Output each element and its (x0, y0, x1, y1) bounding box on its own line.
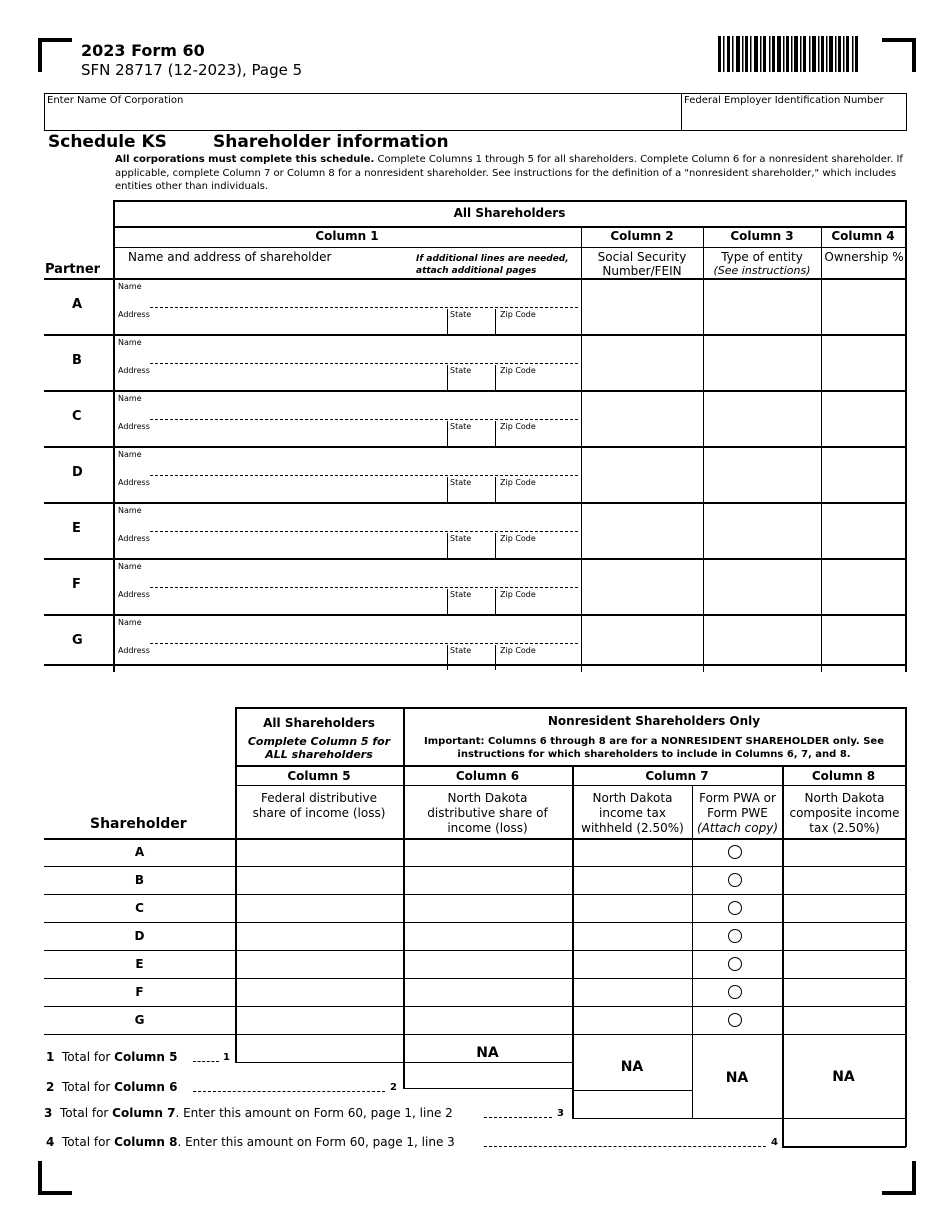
state-field-label: State (450, 534, 472, 543)
shareholder-label: Shareholder (90, 816, 187, 832)
zip-field-label: Zip Code (500, 366, 536, 375)
bottom-row-rule (44, 866, 906, 867)
corner-mark-top-left (38, 38, 72, 72)
nonresident-important-note: Important: Columns 6 through 8 are for a NONRESIDENT SHAREHOLDER only. See instructions for which shareholders to include in Columns 6, 7, and 8. (424, 736, 884, 760)
shareholder-a-ssn-input[interactable] (583, 280, 701, 332)
corner-mark-bottom-left (38, 1161, 72, 1195)
shareholder-c-zip-input[interactable] (497, 430, 579, 445)
address-field-label: Address (118, 310, 150, 319)
form-subtitle: SFN 28717 (12-2023), Page 5 (81, 61, 303, 79)
column-5-label: Federal distributive share of income (loss) (252, 791, 386, 820)
corporation-name-label: Enter Name Of Corporation (47, 95, 184, 106)
partner-row-letter: E (72, 521, 81, 536)
top-col-divider-3 (703, 226, 704, 672)
column-1-label: Name and address of shareholder (128, 250, 332, 264)
column-2-label: Social Security Number/FEIN (597, 250, 687, 278)
top-table-border-top (113, 200, 906, 202)
total-1-rule (235, 1062, 403, 1063)
address-field-label: Address (118, 646, 150, 655)
column-1-note: If additional lines are needed, attach additional pages (416, 254, 569, 276)
shareholder-c-address-input[interactable] (160, 422, 445, 444)
name-field-label: Name (118, 338, 142, 347)
shareholder-e-col5-input[interactable] (237, 952, 401, 976)
shareholder-b-col8-input[interactable] (784, 868, 904, 892)
column-4-label: Ownership % (824, 250, 904, 264)
state-field-label: State (450, 646, 472, 655)
partner-row-letter: A (72, 297, 83, 312)
column-6-label: North Dakota distributive share of income (loss) (427, 791, 548, 835)
shareholder-a-address-input[interactable] (160, 310, 445, 332)
bottom-table-border-top (235, 707, 906, 709)
shareholder-a-name-input[interactable] (150, 290, 578, 308)
shareholder-c-col6-input[interactable] (405, 896, 570, 920)
shareholder-d-address-input[interactable] (160, 478, 445, 500)
shareholder-c-name-input[interactable] (150, 402, 578, 420)
leader-dots-4 (484, 1146, 766, 1147)
zip-divider (495, 645, 496, 670)
shareholder-b-zip-input[interactable] (497, 374, 579, 389)
shareholder-e-pwa-radio[interactable] (728, 957, 742, 971)
shareholder-a-pwa-radio[interactable] (728, 845, 742, 859)
shareholder-c-ownership-input[interactable] (823, 392, 903, 444)
total-column-8-input[interactable] (784, 1120, 904, 1144)
shareholder-g-col8-input[interactable] (784, 1008, 904, 1032)
corp-box-divider (681, 93, 682, 131)
state-divider (447, 309, 448, 334)
total-6-na-rule (403, 1062, 572, 1063)
shareholder-c-col5-input[interactable] (237, 896, 401, 920)
shareholder-e-entity-input[interactable] (705, 504, 819, 556)
total-line-2: 2 Total for Column 6 (46, 1080, 178, 1094)
total-2-rule (403, 1088, 572, 1089)
shareholder-e-ownership-input[interactable] (823, 504, 903, 556)
shareholder-b-col6-input[interactable] (405, 868, 570, 892)
partner-row-letter: F (72, 577, 81, 592)
shareholder-d-col5-input[interactable] (237, 924, 401, 948)
shareholder-a-col6-input[interactable] (405, 840, 570, 864)
bottom-row-rule (44, 978, 906, 979)
shareholder-g-ownership-input[interactable] (823, 616, 903, 668)
shareholder-c-col8-input[interactable] (784, 896, 904, 920)
top-table-border-bottom (44, 664, 906, 666)
shareholder-a-col5-input[interactable] (237, 840, 401, 864)
zip-divider (495, 421, 496, 446)
zip-field-label: Zip Code (500, 646, 536, 655)
shareholder-a-entity-input[interactable] (705, 280, 819, 332)
partner-label: Partner (45, 262, 101, 277)
state-divider (447, 421, 448, 446)
state-divider (447, 533, 448, 558)
shareholder-row-letter: D (134, 929, 145, 943)
shareholder-d-ssn-input[interactable] (583, 448, 701, 500)
shareholder-f-col5-input[interactable] (237, 980, 401, 1004)
shareholder-d-col8-input[interactable] (784, 924, 904, 948)
shareholder-c-col7-input[interactable] (574, 896, 690, 920)
shareholder-c-ssn-input[interactable] (583, 392, 701, 444)
shareholder-e-state-input[interactable] (449, 542, 494, 557)
total-line-4: 4 Total for Column 8. Enter this amount on Form 60, page 1, line 3 (46, 1135, 455, 1149)
column-7b-note: (Attach copy) (696, 821, 778, 835)
leader-dots-1 (193, 1061, 219, 1062)
shareholder-g-col5-input[interactable] (237, 1008, 401, 1032)
address-field-label: Address (118, 534, 150, 543)
all-shareholders-header: All Shareholders (453, 206, 566, 220)
top-col-divider-2 (581, 226, 582, 672)
shareholder-d-col7-input[interactable] (574, 924, 690, 948)
fein-label: Federal Employer Identification Number (684, 95, 884, 106)
bottom-row-rule (44, 922, 906, 923)
shareholder-g-col6-input[interactable] (405, 1008, 570, 1032)
partner-row-letter: G (72, 633, 83, 648)
shareholder-e-col6-input[interactable] (405, 952, 570, 976)
nonresident-header: Nonresident Shareholders Only (547, 714, 761, 728)
shareholder-g-pwa-radio[interactable] (728, 1013, 742, 1027)
total-line-1-ref: 1 (223, 1052, 230, 1063)
complete-column-5-note: Complete Column 5 for ALL shareholders (247, 735, 391, 761)
top-table-border-right (905, 200, 907, 672)
state-field-label: State (450, 422, 472, 431)
state-field-label: State (450, 478, 472, 487)
shareholder-g-entity-input[interactable] (705, 616, 819, 668)
address-field-label: Address (118, 590, 150, 599)
zip-divider (495, 533, 496, 558)
shareholder-e-name-input[interactable] (150, 514, 578, 532)
shareholder-e-ssn-input[interactable] (583, 504, 701, 556)
column-6-total-na: NA (476, 1045, 499, 1061)
address-field-label: Address (118, 422, 150, 431)
state-divider (447, 365, 448, 390)
shareholder-f-entity-input[interactable] (705, 560, 819, 612)
shareholder-f-ownership-input[interactable] (823, 560, 903, 612)
column-8-header: Column 8 (811, 769, 876, 783)
total-8-rule-b (782, 1146, 906, 1148)
shareholder-b-address-input[interactable] (160, 366, 445, 388)
barcode-image (718, 36, 858, 72)
schedule-instructions: All corporations must complete this schedule. Complete Columns 1 through 5 for all shareholders. Complete Column 6 for a nonresident shareholder. If applicable, complete Column 7 or Column 8 for a nonresident shareholder. See instructions for the definition of a "nonresident shareholder," which includes entities other than individuals. (115, 154, 903, 192)
total-column-5-input[interactable] (237, 1036, 401, 1060)
total-line-3: 3 Total for Column 7. Enter this amount on Form 60, page 1, line 2 (44, 1106, 453, 1120)
shareholder-d-zip-input[interactable] (497, 486, 579, 501)
corporation-name-input[interactable] (47, 108, 677, 128)
address-field-label: Address (118, 366, 150, 375)
state-divider (447, 645, 448, 670)
shareholder-row-letter: C (135, 901, 144, 915)
shareholder-d-pwa-radio[interactable] (728, 929, 742, 943)
zip-divider (495, 477, 496, 502)
column-4-header: Column 4 (831, 229, 895, 243)
total-column-6-input[interactable] (405, 1064, 570, 1086)
total-3-rule (572, 1118, 782, 1119)
shareholder-e-address-input[interactable] (160, 534, 445, 556)
partner-row-letter: C (72, 409, 82, 424)
shareholder-e-col8-input[interactable] (784, 952, 904, 976)
shareholder-f-address-input[interactable] (160, 590, 445, 612)
shareholder-d-name-input[interactable] (150, 458, 578, 476)
corner-mark-top-right (882, 38, 916, 72)
shareholder-b-ownership-input[interactable] (823, 336, 903, 388)
shareholder-b-state-input[interactable] (449, 374, 494, 389)
column-7b-total-na: NA (725, 1070, 749, 1086)
total-line-1: 1 Total for Column 5 (46, 1050, 178, 1064)
shareholder-b-entity-input[interactable] (705, 336, 819, 388)
total-line-2-ref: 2 (390, 1082, 397, 1093)
column-7-header: Column 7 (645, 769, 709, 783)
name-field-label: Name (118, 618, 142, 627)
shareholder-e-zip-input[interactable] (497, 542, 579, 557)
shareholder-d-entity-input[interactable] (705, 448, 819, 500)
shareholder-d-ownership-input[interactable] (823, 448, 903, 500)
top-table-rule-cols (581, 247, 906, 248)
shareholder-g-state-input[interactable] (449, 654, 494, 669)
bottom-row-rule (44, 1006, 906, 1007)
zip-field-label: Zip Code (500, 310, 536, 319)
partner-row-letter: B (72, 353, 82, 368)
top-table-border-left (113, 200, 115, 672)
shareholder-f-pwa-radio[interactable] (728, 985, 742, 999)
total-line-4-ref: 4 (771, 1137, 778, 1148)
shareholder-row-letter: B (134, 873, 145, 887)
column-3-header: Column 3 (730, 229, 794, 243)
total-7-na-rule (572, 1090, 692, 1091)
shareholder-g-ssn-input[interactable] (583, 616, 701, 668)
state-field-label: State (450, 310, 472, 319)
shareholder-g-zip-input[interactable] (497, 654, 579, 669)
shareholder-c-pwa-radio[interactable] (728, 901, 742, 915)
state-field-label: State (450, 590, 472, 599)
zip-field-label: Zip Code (500, 534, 536, 543)
schedule-code: Schedule KS (48, 132, 167, 152)
corner-mark-bottom-right (882, 1161, 916, 1195)
name-field-label: Name (118, 450, 142, 459)
shareholder-c-entity-input[interactable] (705, 392, 819, 444)
shareholder-e-col7-input[interactable] (574, 952, 690, 976)
shareholder-f-ssn-input[interactable] (583, 560, 701, 612)
shareholder-f-col6-input[interactable] (405, 980, 570, 1004)
shareholder-f-name-input[interactable] (150, 570, 578, 588)
name-field-label: Name (118, 506, 142, 515)
shareholder-d-col6-input[interactable] (405, 924, 570, 948)
form-title: 2023 Form 60 (81, 41, 205, 60)
shareholder-a-ownership-input[interactable] (823, 280, 903, 332)
column-6-header: Column 6 (455, 769, 520, 783)
bottom-table-border-right (905, 707, 907, 1147)
fein-input[interactable] (684, 108, 902, 128)
state-divider (447, 477, 448, 502)
shareholder-a-zip-input[interactable] (497, 318, 579, 333)
total-column-7-input[interactable] (574, 1092, 690, 1116)
shareholder-row-letter: F (135, 985, 144, 999)
shareholder-f-state-input[interactable] (449, 598, 494, 613)
shareholder-row-letter: E (135, 957, 144, 971)
bottom-row-rule (44, 894, 906, 895)
zip-divider (495, 309, 496, 334)
shareholder-g-name-input[interactable] (150, 626, 578, 644)
shareholder-b-col5-input[interactable] (237, 868, 401, 892)
zip-field-label: Zip Code (500, 422, 536, 431)
shareholder-g-col7-input[interactable] (574, 1008, 690, 1032)
total-8-rule-a (782, 1118, 906, 1119)
shareholder-a-col7-input[interactable] (574, 840, 690, 864)
column-7b-label: Form PWA or Form PWE (699, 791, 776, 820)
shareholder-c-state-input[interactable] (449, 430, 494, 445)
column-8-total-na: NA (832, 1069, 855, 1085)
name-field-label: Name (118, 282, 142, 291)
state-divider (447, 589, 448, 614)
shareholder-row-letter: A (134, 845, 145, 859)
leader-dots-2 (193, 1091, 385, 1092)
state-field-label: State (450, 366, 472, 375)
shareholder-b-col7-input[interactable] (574, 868, 690, 892)
top-table-rule-col1 (113, 247, 581, 248)
schedule-title: Shareholder information (213, 132, 449, 152)
partner-row-letter: D (72, 465, 83, 480)
zip-divider (495, 589, 496, 614)
column-2-header: Column 2 (610, 229, 674, 243)
shareholder-a-col8-input[interactable] (784, 840, 904, 864)
zip-divider (495, 365, 496, 390)
column-5-header: Column 5 (287, 769, 351, 783)
shareholder-row-letter: G (134, 1013, 145, 1027)
bottom-row-rule (44, 950, 906, 951)
leader-dots-3 (484, 1117, 552, 1118)
zip-field-label: Zip Code (500, 590, 536, 599)
top-table-rule-1 (113, 226, 906, 228)
column-3-note: (See instructions) (713, 264, 811, 277)
bottom-row-rule (44, 1034, 906, 1035)
shareholder-d-state-input[interactable] (449, 486, 494, 501)
top-col-divider-4 (821, 226, 822, 672)
all-shareholders-header-bottom: All Shareholders (263, 716, 375, 730)
bottom-col-divider-7b (692, 785, 693, 1119)
column-7-total-na: NA (620, 1059, 644, 1075)
name-field-label: Name (118, 394, 142, 403)
shareholder-f-col7-input[interactable] (574, 980, 690, 1004)
bottom-table-rule-1 (235, 765, 906, 767)
shareholder-f-zip-input[interactable] (497, 598, 579, 613)
column-7-label: North Dakota income tax withheld (2.50%) (581, 791, 684, 835)
name-field-label: Name (118, 562, 142, 571)
column-1-header: Column 1 (315, 229, 379, 243)
shareholder-b-name-input[interactable] (150, 346, 578, 364)
address-field-label: Address (118, 478, 150, 487)
column-8-label: North Dakota composite income tax (2.50%) (789, 791, 900, 835)
shareholder-f-col8-input[interactable] (784, 980, 904, 1004)
shareholder-a-state-input[interactable] (449, 318, 494, 333)
shareholder-b-ssn-input[interactable] (583, 336, 701, 388)
zip-field-label: Zip Code (500, 478, 536, 487)
column-3-label: Type of entity (721, 250, 803, 264)
shareholder-b-pwa-radio[interactable] (728, 873, 742, 887)
bottom-table-rule-2 (235, 785, 906, 786)
total-line-3-ref: 3 (557, 1108, 564, 1119)
